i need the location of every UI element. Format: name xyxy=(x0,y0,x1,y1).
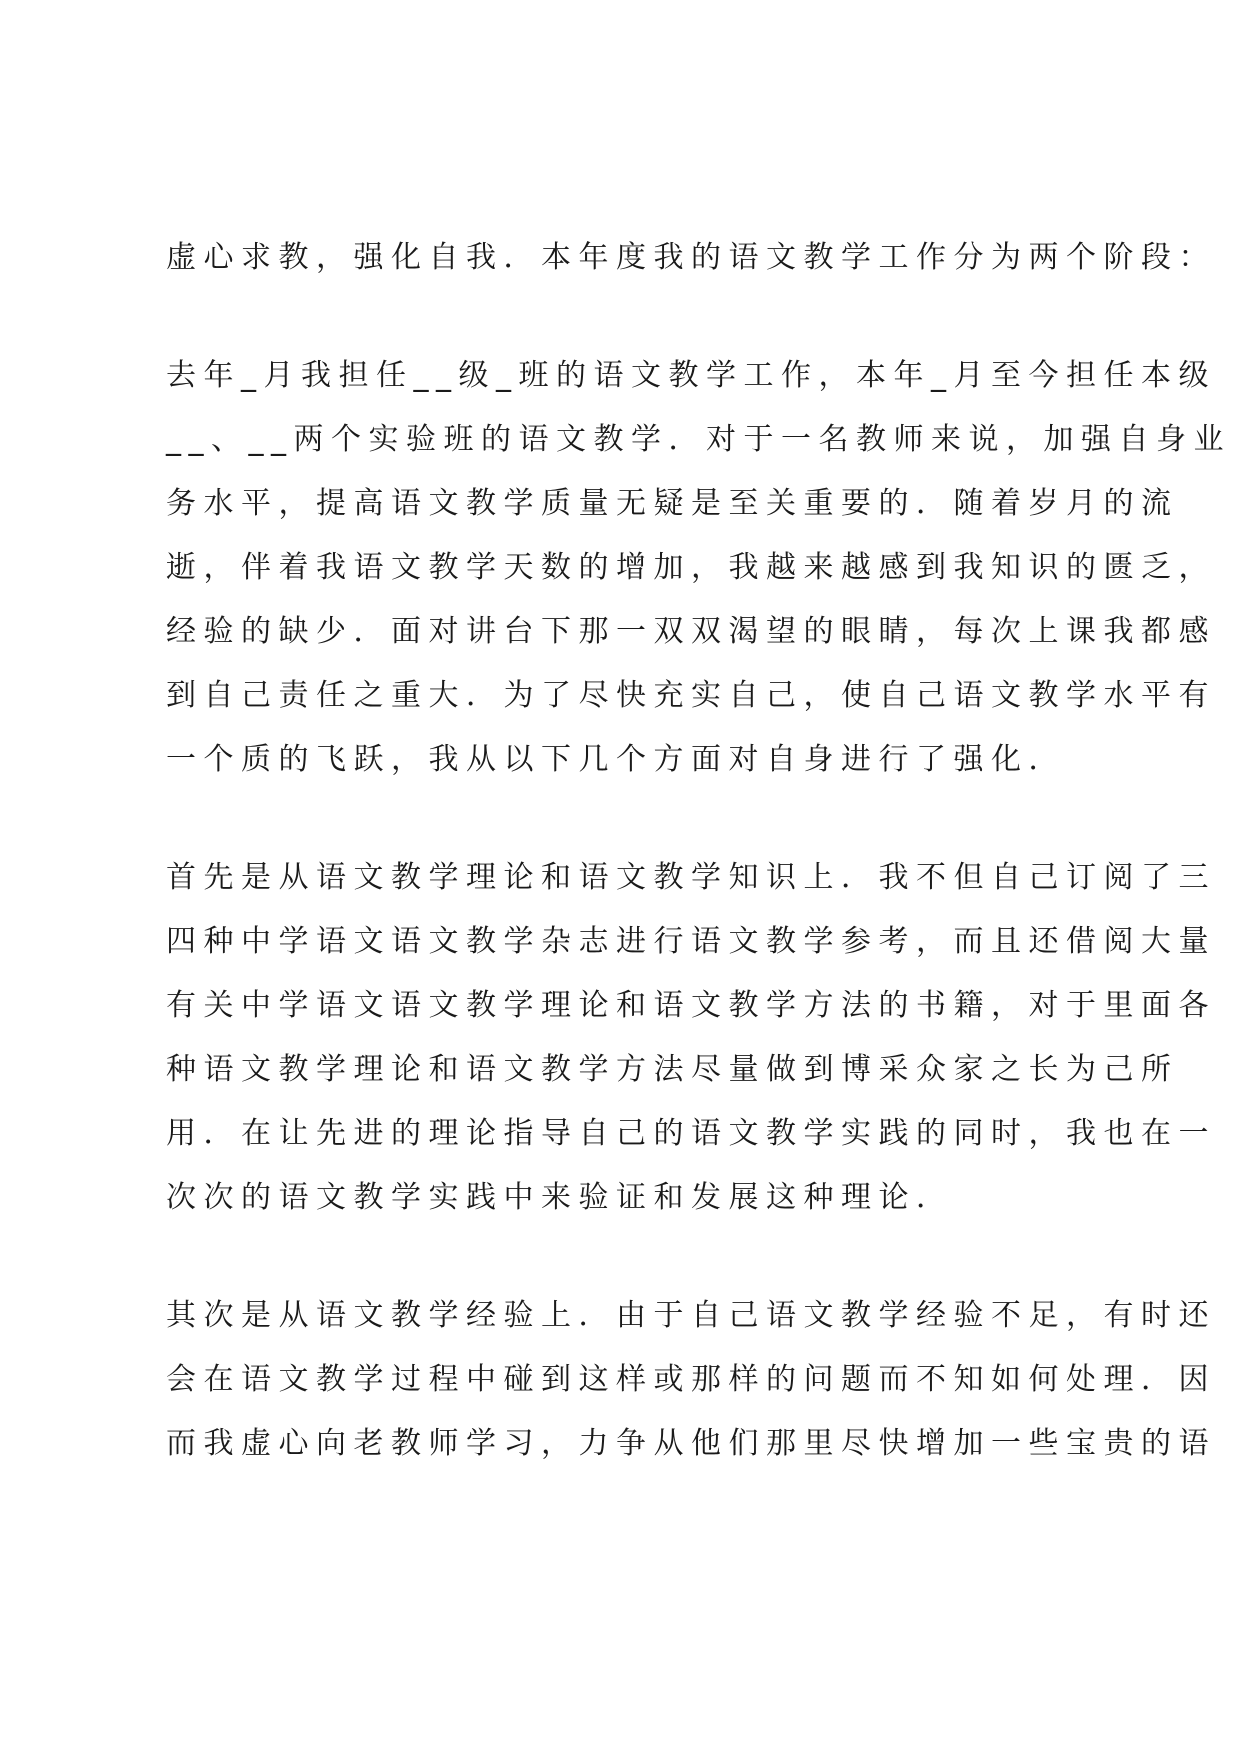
text-line: 而我虚心向老教师学习，力争从他们那里尽快增加一些宝贵的语 xyxy=(166,1426,1216,1461)
text-line: 次次的语文教学实践中来验证和发展这种理论． xyxy=(166,1180,954,1215)
text-line: 去年_月我担任__级_班的语文教学工作，本年_月至今担任本级 xyxy=(166,358,1216,393)
text-line: 经验的缺少．面对讲台下那一双双渴望的眼睛，每次上课我都感 xyxy=(166,614,1216,649)
text-line: 种语文教学理论和语文教学方法尽量做到博采众家之长为己所 xyxy=(166,1052,1179,1087)
text-line: 务水平，提高语文教学质量无疑是至关重要的．随着岁月的流 xyxy=(166,486,1179,521)
paragraph-theory xyxy=(166,846,1216,1230)
text-line: 会在语文教学过程中碰到这样或那样的问题而不知如何处理．因 xyxy=(166,1362,1216,1397)
text-line: 到自己责任之重大．为了尽快充实自己，使自己语文教学水平有 xyxy=(166,678,1216,713)
text-line: 用．在让先进的理论指导自己的语文教学实践的同时，我也在一 xyxy=(166,1116,1216,1151)
text-line: 其次是从语文教学经验上．由于自己语文教学经验不足，有时还 xyxy=(166,1298,1216,1333)
text-line: 首先是从语文教学理论和语文教学知识上．我不但自己订阅了三 xyxy=(166,860,1216,895)
paragraph-intro xyxy=(166,226,1216,290)
document-body xyxy=(166,226,1231,1530)
paragraph-experience xyxy=(166,1284,1216,1476)
text-line: 虚心求教，强化自我．本年度我的语文教学工作分为两个阶段： xyxy=(166,240,1216,275)
text-line: 四种中学语文语文教学杂志进行语文教学参考，而且还借阅大量 xyxy=(166,924,1216,959)
text-line: __、__两个实验班的语文教学．对于一名教师来说，加强自身业 xyxy=(166,422,1231,457)
text-line: 有关中学语文语文教学理论和语文教学方法的书籍，对于里面各 xyxy=(166,988,1216,1023)
text-line: 逝，伴着我语文教学天数的增加，我越来越感到我知识的匮乏， xyxy=(166,550,1216,585)
paragraph-background xyxy=(166,344,1231,792)
text-line: 一个质的飞跃，我从以下几个方面对自身进行了强化． xyxy=(166,742,1066,777)
